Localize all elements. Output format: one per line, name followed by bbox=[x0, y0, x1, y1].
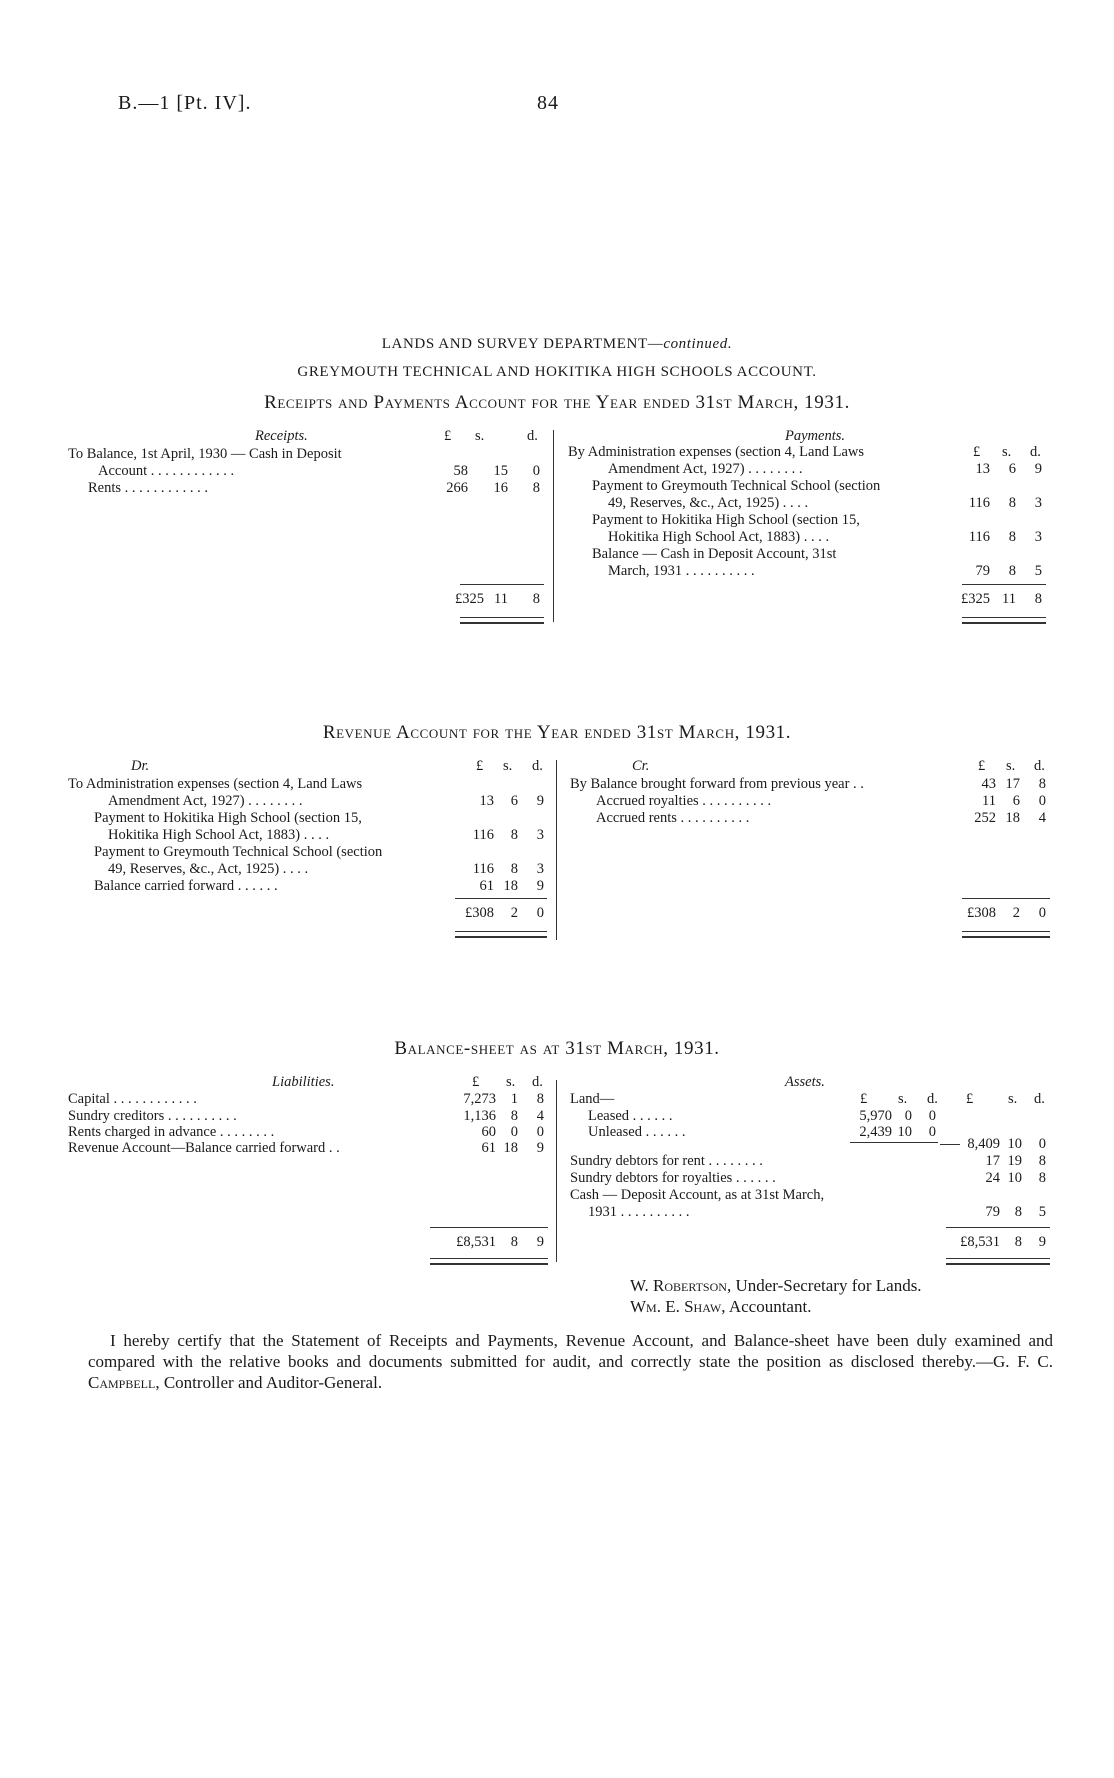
receipts-total-rule bbox=[460, 584, 544, 585]
payment-row-4-d: 5 bbox=[1034, 563, 1042, 579]
payment-row-3-line2: Hokitika High School Act, 1883) . . . . bbox=[608, 529, 830, 545]
revenue-cr-row-3-s: 18 bbox=[1005, 810, 1020, 826]
asset-leased-pound: 5,970 bbox=[859, 1108, 892, 1124]
assets-header-s: s. bbox=[1008, 1091, 1018, 1107]
liability-row-2-d: 4 bbox=[536, 1108, 544, 1124]
liabilities-heading: Liabilities. bbox=[272, 1074, 335, 1090]
payment-row-1-s: 6 bbox=[1008, 461, 1016, 477]
asset-row-2-s: 10 bbox=[1007, 1170, 1022, 1186]
payment-row-1-pound: 13 bbox=[975, 461, 990, 477]
liability-row-1-s: 1 bbox=[510, 1091, 518, 1107]
revenue-dr-total-d: 0 bbox=[536, 905, 544, 921]
audit-certificate: I hereby certify that the Statement of Receipts and Payments, Revenue Account, and Balance-sheet have been duly examined and compared with the relative books and documents submitted for audit, and correctly state the position as disclosed thereby.—G. F. C. Campbell, Controller and Auditor-General. bbox=[88, 1331, 1053, 1392]
payment-row-1-d: 9 bbox=[1034, 461, 1042, 477]
asset-row-3-d: 5 bbox=[1038, 1204, 1046, 1220]
revenue-dr-row-4-s: 18 bbox=[503, 878, 518, 894]
asset-leased-d: 0 bbox=[928, 1108, 936, 1124]
asset-row-1-pound: 17 bbox=[985, 1153, 1000, 1169]
payments-total-double-rule bbox=[962, 617, 1046, 624]
liabilities-header-s: s. bbox=[506, 1074, 516, 1090]
liability-row-2-s: 8 bbox=[510, 1108, 518, 1124]
assets-sub-header-d: d. bbox=[927, 1091, 938, 1107]
asset-row-1-d: 8 bbox=[1038, 1153, 1046, 1169]
revenue-cr-row-3-line1: Accrued rents . . . . . . . . . . bbox=[596, 810, 750, 826]
asset-row-3-pound: 79 bbox=[985, 1204, 1000, 1220]
assets-heading: Assets. bbox=[785, 1074, 825, 1090]
revenue-cr-row-2-pound: 11 bbox=[982, 793, 996, 809]
revenue-dr-row-1-s: 6 bbox=[510, 793, 518, 809]
revenue-dr-total-pound: £308 bbox=[465, 905, 494, 921]
signature-accountant: Wm. E. Shaw, Accountant. bbox=[630, 1297, 812, 1316]
liability-row-4-d: 9 bbox=[536, 1140, 544, 1156]
liability-row-3-pound: 60 bbox=[481, 1124, 496, 1140]
payments-heading: Payments. bbox=[785, 428, 845, 444]
revenue-dr-row-4-pound: 61 bbox=[479, 878, 494, 894]
revenue-cr-row-1-line1: By Balance brought forward from previous year . . bbox=[570, 776, 864, 792]
revenue-cr-header-pound: £ bbox=[978, 758, 986, 774]
payment-row-2-pound: 116 bbox=[968, 495, 990, 511]
revenue-cr-row-2-s: 6 bbox=[1012, 793, 1020, 809]
payment-row-3-line1: Payment to Hokitika High School (section 15, bbox=[592, 512, 860, 528]
liability-row-1-label: Capital . . . . . . . . . . . . bbox=[68, 1091, 197, 1107]
asset-leased-label: Leased . . . . . . bbox=[588, 1108, 673, 1124]
liability-row-4-label: Revenue Account—Balance carried forward . . bbox=[68, 1140, 340, 1156]
liability-row-3-label: Rents charged in advance . . . . . . . . bbox=[68, 1124, 275, 1140]
payment-row-4-line2: March, 1931 . . . . . . . . . . bbox=[608, 563, 755, 579]
liabilities-total-rule bbox=[430, 1227, 548, 1228]
receipt-row-1-d: 0 bbox=[532, 463, 540, 479]
revenue-dr-header-pound: £ bbox=[476, 758, 484, 774]
land-subtotal-rule bbox=[850, 1142, 938, 1143]
receipts-total-d: 8 bbox=[532, 591, 540, 607]
revenue-dr-total-rule bbox=[455, 898, 547, 899]
asset-row-1-label: Sundry debtors for rent . . . . . . . . bbox=[570, 1153, 763, 1169]
payments-header-d: d. bbox=[1030, 444, 1041, 460]
money-header-pound: £ bbox=[444, 428, 452, 444]
liabilities-total-double-rule bbox=[430, 1258, 548, 1265]
asset-row-3-line2: 1931 . . . . . . . . . . bbox=[588, 1204, 690, 1220]
asset-unleased-s: 10 bbox=[897, 1124, 912, 1140]
assets-total-s: 8 bbox=[1014, 1234, 1022, 1250]
asset-leased-s: 0 bbox=[904, 1108, 912, 1124]
asset-unleased-pound: 2,439 bbox=[859, 1124, 892, 1140]
revenue-dr-row-1-pound: 13 bbox=[479, 793, 494, 809]
liability-row-4-pound: 61 bbox=[481, 1140, 496, 1156]
revenue-cr-heading: Cr. bbox=[632, 758, 650, 774]
liabilities-total-d: 9 bbox=[536, 1234, 544, 1250]
assets-total-rule bbox=[946, 1227, 1050, 1228]
revenue-dr-header-d: d. bbox=[532, 758, 543, 774]
revenue-dr-header-s: s. bbox=[503, 758, 513, 774]
revenue-title: Revenue Account for the Year ended 31st March, 1931. bbox=[322, 722, 792, 743]
liability-row-3-s: 0 bbox=[510, 1124, 518, 1140]
receipts-total-s: 11 bbox=[494, 591, 508, 607]
revenue-cr-row-2-d: 0 bbox=[1038, 793, 1046, 809]
balance-sheet-divider bbox=[556, 1080, 557, 1262]
receipts-total-double-rule bbox=[460, 617, 544, 624]
assets-total-double-rule bbox=[946, 1258, 1050, 1265]
revenue-dr-row-2-d: 3 bbox=[536, 827, 544, 843]
revenue-dr-row-3-line2: 49, Reserves, &c., Act, 1925) . . . . bbox=[108, 861, 309, 877]
payments-total-pound: £325 bbox=[961, 591, 990, 607]
payment-row-4-s: 8 bbox=[1008, 563, 1016, 579]
asset-unleased-d: 0 bbox=[928, 1124, 936, 1140]
receipts-payments-title: Receipts and Payments Account for the Year ended 31st March, 1931. bbox=[264, 392, 850, 413]
revenue-dr-row-2-line1: Payment to Hokitika High School (section 15, bbox=[94, 810, 362, 826]
receipts-heading: Receipts. bbox=[255, 428, 308, 444]
receipt-row-2-pound: 266 bbox=[446, 480, 468, 496]
liability-row-2-pound: 1,136 bbox=[463, 1108, 496, 1124]
asset-land-total-d: 0 bbox=[1038, 1136, 1046, 1152]
assets-header-d: d. bbox=[1034, 1091, 1045, 1107]
revenue-dr-row-2-pound: 116 bbox=[472, 827, 494, 843]
money-header-s: s. bbox=[475, 428, 485, 444]
payments-total-d: 8 bbox=[1034, 591, 1042, 607]
signature-under-secretary: W. Robertson, Under-Secretary for Lands. bbox=[630, 1276, 922, 1295]
revenue-dr-row-1-line2: Amendment Act, 1927) . . . . . . . . bbox=[108, 793, 303, 809]
asset-row-3-s: 8 bbox=[1014, 1204, 1022, 1220]
receipt-row-2-line1: Rents . . . . . . . . . . . . bbox=[88, 480, 209, 496]
revenue-dr-row-3-pound: 116 bbox=[472, 861, 494, 877]
receipts-payments-divider bbox=[553, 430, 554, 622]
asset-row-3-line1: Cash — Deposit Account, as at 31st March, bbox=[570, 1187, 825, 1203]
revenue-cr-total-s: 2 bbox=[1012, 905, 1020, 921]
payment-row-3-s: 8 bbox=[1008, 529, 1016, 545]
revenue-dr-total-s: 2 bbox=[510, 905, 518, 921]
revenue-dr-total-double-rule bbox=[455, 931, 547, 938]
receipts-total-pound: £325 bbox=[455, 591, 484, 607]
revenue-cr-row-1-pound: 43 bbox=[981, 776, 996, 792]
payment-row-1-line1: By Administration expenses (section 4, Land Laws bbox=[568, 444, 864, 460]
payment-row-3-pound: 116 bbox=[968, 529, 990, 545]
liabilities-total-s: 8 bbox=[510, 1234, 518, 1250]
revenue-dr-row-1-line1: To Administration expenses (section 4, Land Laws bbox=[68, 776, 363, 792]
liability-row-1-pound: 7,273 bbox=[463, 1091, 496, 1107]
liability-row-4-s: 18 bbox=[503, 1140, 518, 1156]
revenue-cr-row-1-d: 8 bbox=[1038, 776, 1046, 792]
receipt-row-1-s: 15 bbox=[493, 463, 508, 479]
payment-row-2-line2: 49, Reserves, &c., Act, 1925) . . . . bbox=[608, 495, 809, 511]
payments-header-s: s. bbox=[1002, 444, 1012, 460]
liabilities-total-pound: £8,531 bbox=[456, 1234, 496, 1250]
document-reference: B.—1 [Pt. IV]. bbox=[118, 92, 252, 114]
revenue-cr-total-d: 0 bbox=[1038, 905, 1046, 921]
receipt-row-1-line2: Account . . . . . . . . . . . . bbox=[98, 463, 235, 479]
payment-row-1-line2: Amendment Act, 1927) . . . . . . . . bbox=[608, 461, 803, 477]
revenue-cr-header-s: s. bbox=[1006, 758, 1016, 774]
assets-total-d: 9 bbox=[1038, 1234, 1046, 1250]
asset-row-2-d: 8 bbox=[1038, 1170, 1046, 1186]
revenue-divider bbox=[556, 760, 557, 940]
revenue-cr-row-2-line1: Accrued royalties . . . . . . . . . . bbox=[596, 793, 772, 809]
payment-row-3-d: 3 bbox=[1034, 529, 1042, 545]
balance-sheet-title: Balance-sheet as at 31st March, 1931. bbox=[394, 1038, 720, 1059]
revenue-dr-heading: Dr. bbox=[131, 758, 150, 774]
revenue-dr-row-2-line2: Hokitika High School Act, 1883) . . . . bbox=[108, 827, 330, 843]
assets-sub-header-s: s. bbox=[898, 1091, 908, 1107]
receipt-row-1-pound: 58 bbox=[453, 463, 468, 479]
liability-row-1-d: 8 bbox=[536, 1091, 544, 1107]
payment-row-2-s: 8 bbox=[1008, 495, 1016, 511]
asset-unleased-label: Unleased . . . . . . bbox=[588, 1124, 686, 1140]
asset-land-total-s: 10 bbox=[1007, 1136, 1022, 1152]
money-header-d: d. bbox=[527, 428, 538, 444]
liability-row-3-d: 0 bbox=[536, 1124, 544, 1140]
revenue-cr-row-3-pound: 252 bbox=[974, 810, 996, 826]
receipt-row-2-s: 16 bbox=[493, 480, 508, 496]
account-title: GREYMOUTH TECHNICAL AND HOKITIKA HIGH SCHOOLS ACCOUNT. bbox=[297, 364, 817, 380]
liabilities-header-pound: £ bbox=[472, 1074, 480, 1090]
revenue-dr-row-3-s: 8 bbox=[510, 861, 518, 877]
revenue-cr-total-pound: £308 bbox=[967, 905, 996, 921]
asset-row-2-pound: 24 bbox=[985, 1170, 1000, 1186]
payments-total-rule bbox=[962, 584, 1046, 585]
revenue-cr-row-1-s: 17 bbox=[1005, 776, 1020, 792]
assets-header-pound: £ bbox=[966, 1091, 974, 1107]
revenue-dr-row-1-d: 9 bbox=[536, 793, 544, 809]
asset-row-2-label: Sundry debtors for royalties . . . . . . bbox=[570, 1170, 776, 1186]
revenue-cr-total-rule bbox=[962, 898, 1050, 899]
receipt-row-1-line1: To Balance, 1st April, 1930 — Cash in Deposit bbox=[68, 446, 342, 462]
receipt-row-2-d: 8 bbox=[532, 480, 540, 496]
payment-row-2-d: 3 bbox=[1034, 495, 1042, 511]
payment-row-4-pound: 79 bbox=[975, 563, 990, 579]
revenue-cr-row-3-d: 4 bbox=[1038, 810, 1046, 826]
payment-row-4-line1: Balance — Cash in Deposit Account, 31st bbox=[592, 546, 837, 562]
asset-land-label: Land— bbox=[570, 1091, 615, 1107]
department-title: LANDS AND SURVEY DEPARTMENT—continued. bbox=[381, 336, 733, 352]
liability-row-2-label: Sundry creditors . . . . . . . . . . bbox=[68, 1108, 237, 1124]
assets-sub-header-pound: £ bbox=[860, 1091, 868, 1107]
revenue-dr-row-3-line1: Payment to Greymouth Technical School (section bbox=[94, 844, 383, 860]
revenue-dr-row-3-d: 3 bbox=[536, 861, 544, 877]
payments-header-pound: £ bbox=[973, 444, 981, 460]
liabilities-header-d: d. bbox=[532, 1074, 543, 1090]
payment-row-2-line1: Payment to Greymouth Technical School (section bbox=[592, 478, 881, 494]
assets-total-pound: £8,531 bbox=[960, 1234, 1000, 1250]
revenue-cr-header-d: d. bbox=[1034, 758, 1045, 774]
payments-total-s: 11 bbox=[1002, 591, 1016, 607]
asset-land-total-pound: 8,409 bbox=[967, 1136, 1000, 1152]
revenue-dr-row-4-line1: Balance carried forward . . . . . . bbox=[94, 878, 278, 894]
page-number: 84 bbox=[537, 92, 559, 114]
revenue-dr-row-4-d: 9 bbox=[536, 878, 544, 894]
revenue-cr-total-double-rule bbox=[962, 931, 1050, 938]
revenue-dr-row-2-s: 8 bbox=[510, 827, 518, 843]
asset-row-1-s: 19 bbox=[1007, 1153, 1022, 1169]
